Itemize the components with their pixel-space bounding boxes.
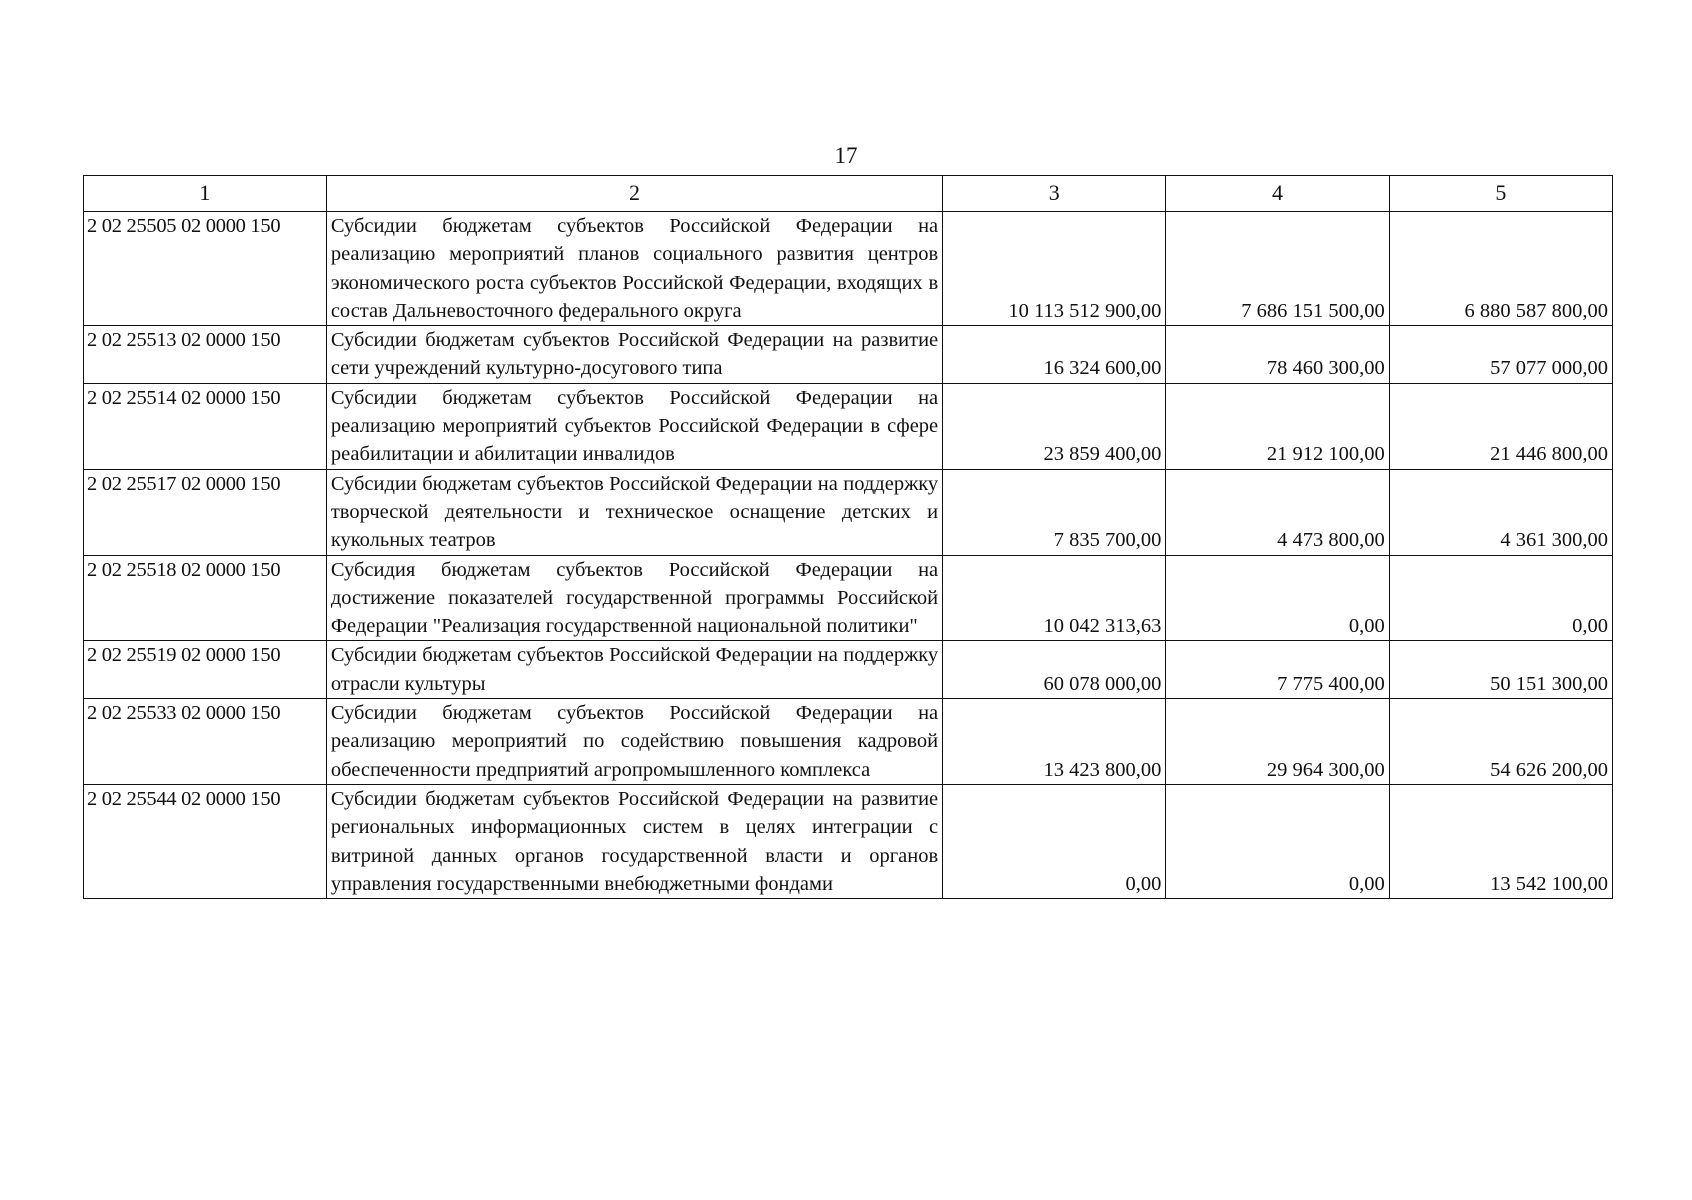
budget-code: 2 02 25533 02 0000 150 [84,699,327,785]
amount-col-5: 50 151 300,00 [1389,641,1612,699]
budget-code: 2 02 25518 02 0000 150 [84,555,327,641]
row-description: Субсидии бюджетам субъектов Российской Федерации на поддержку творческой деятельности и техническое оснащение детских и кукольных театров [326,469,942,555]
table-row [84,641,1613,699]
column-header-2: 2 [326,176,942,212]
row-description: Субсидия бюджетам субъектов Российской Федерации на достижение показателей государственной программы Российской Федерации "Реализация государственной национальной политики" [326,555,942,641]
amount-col-4: 78 460 300,00 [1166,326,1389,384]
amount-col-3: 0,00 [943,784,1166,898]
table-row [84,212,1613,326]
row-description: Субсидии бюджетам субъектов Российской Федерации на развитие региональных информационных систем в целях интеграции с витриной данных органов государственной власти и органов управления государственными внебюджетными фондами [326,784,942,898]
row-description: Субсидии бюджетам субъектов Российской Федерации на реализацию мероприятий по содействию повышения кадровой обеспеченности предприятий агропромышленного комплекса [326,699,942,785]
column-header-1: 1 [84,176,327,212]
amount-col-4: 29 964 300,00 [1166,699,1389,785]
row-description: Субсидии бюджетам субъектов Российской Федерации на реализацию мероприятий планов социального развития центров экономического роста субъектов Российской Федерации, входящих в состав Дальневосточного федерального округа [326,212,942,326]
amount-col-5: 54 626 200,00 [1389,699,1612,785]
amount-col-4: 21 912 100,00 [1166,383,1389,469]
table-header-row [84,176,1613,212]
amount-col-4: 0,00 [1166,555,1389,641]
table-row [84,699,1613,785]
row-description: Субсидии бюджетам субъектов Российской Федерации на реализацию мероприятий субъектов Российской Федерации в сфере реабилитации и абилитации инвалидов [326,383,942,469]
amount-col-3: 60 078 000,00 [943,641,1166,699]
amount-col-4: 0,00 [1166,784,1389,898]
table-row [84,383,1613,469]
amount-col-4: 7 775 400,00 [1166,641,1389,699]
table-row [84,784,1613,898]
amount-col-4: 7 686 151 500,00 [1166,212,1389,326]
column-header-3: 3 [943,176,1166,212]
column-header-5: 5 [1389,176,1612,212]
budget-code: 2 02 25505 02 0000 150 [84,212,327,326]
amount-col-3: 7 835 700,00 [943,469,1166,555]
budget-code: 2 02 25514 02 0000 150 [84,383,327,469]
table-row [84,555,1613,641]
amount-col-5: 21 446 800,00 [1389,383,1612,469]
budget-code: 2 02 25519 02 0000 150 [84,641,327,699]
amount-col-3: 16 324 600,00 [943,326,1166,384]
amount-col-5: 57 077 000,00 [1389,326,1612,384]
column-header-4: 4 [1166,176,1389,212]
amount-col-5: 0,00 [1389,555,1612,641]
table-row [84,469,1613,555]
budget-table [83,175,1613,899]
amount-col-3: 13 423 800,00 [943,699,1166,785]
amount-col-5: 4 361 300,00 [1389,469,1612,555]
amount-col-3: 10 113 512 900,00 [943,212,1166,326]
amount-col-3: 23 859 400,00 [943,383,1166,469]
amount-col-3: 10 042 313,63 [943,555,1166,641]
row-description: Субсидии бюджетам субъектов Российской Федерации на поддержку отрасли культуры [326,641,942,699]
amount-col-5: 13 542 100,00 [1389,784,1612,898]
budget-code: 2 02 25517 02 0000 150 [84,469,327,555]
row-description: Субсидии бюджетам субъектов Российской Федерации на развитие сети учреждений культурно-досугового типа [326,326,942,384]
budget-code: 2 02 25513 02 0000 150 [84,326,327,384]
amount-col-4: 4 473 800,00 [1166,469,1389,555]
amount-col-5: 6 880 587 800,00 [1389,212,1612,326]
table-row [84,326,1613,384]
page-number: 17 [834,143,858,168]
budget-code: 2 02 25544 02 0000 150 [84,784,327,898]
